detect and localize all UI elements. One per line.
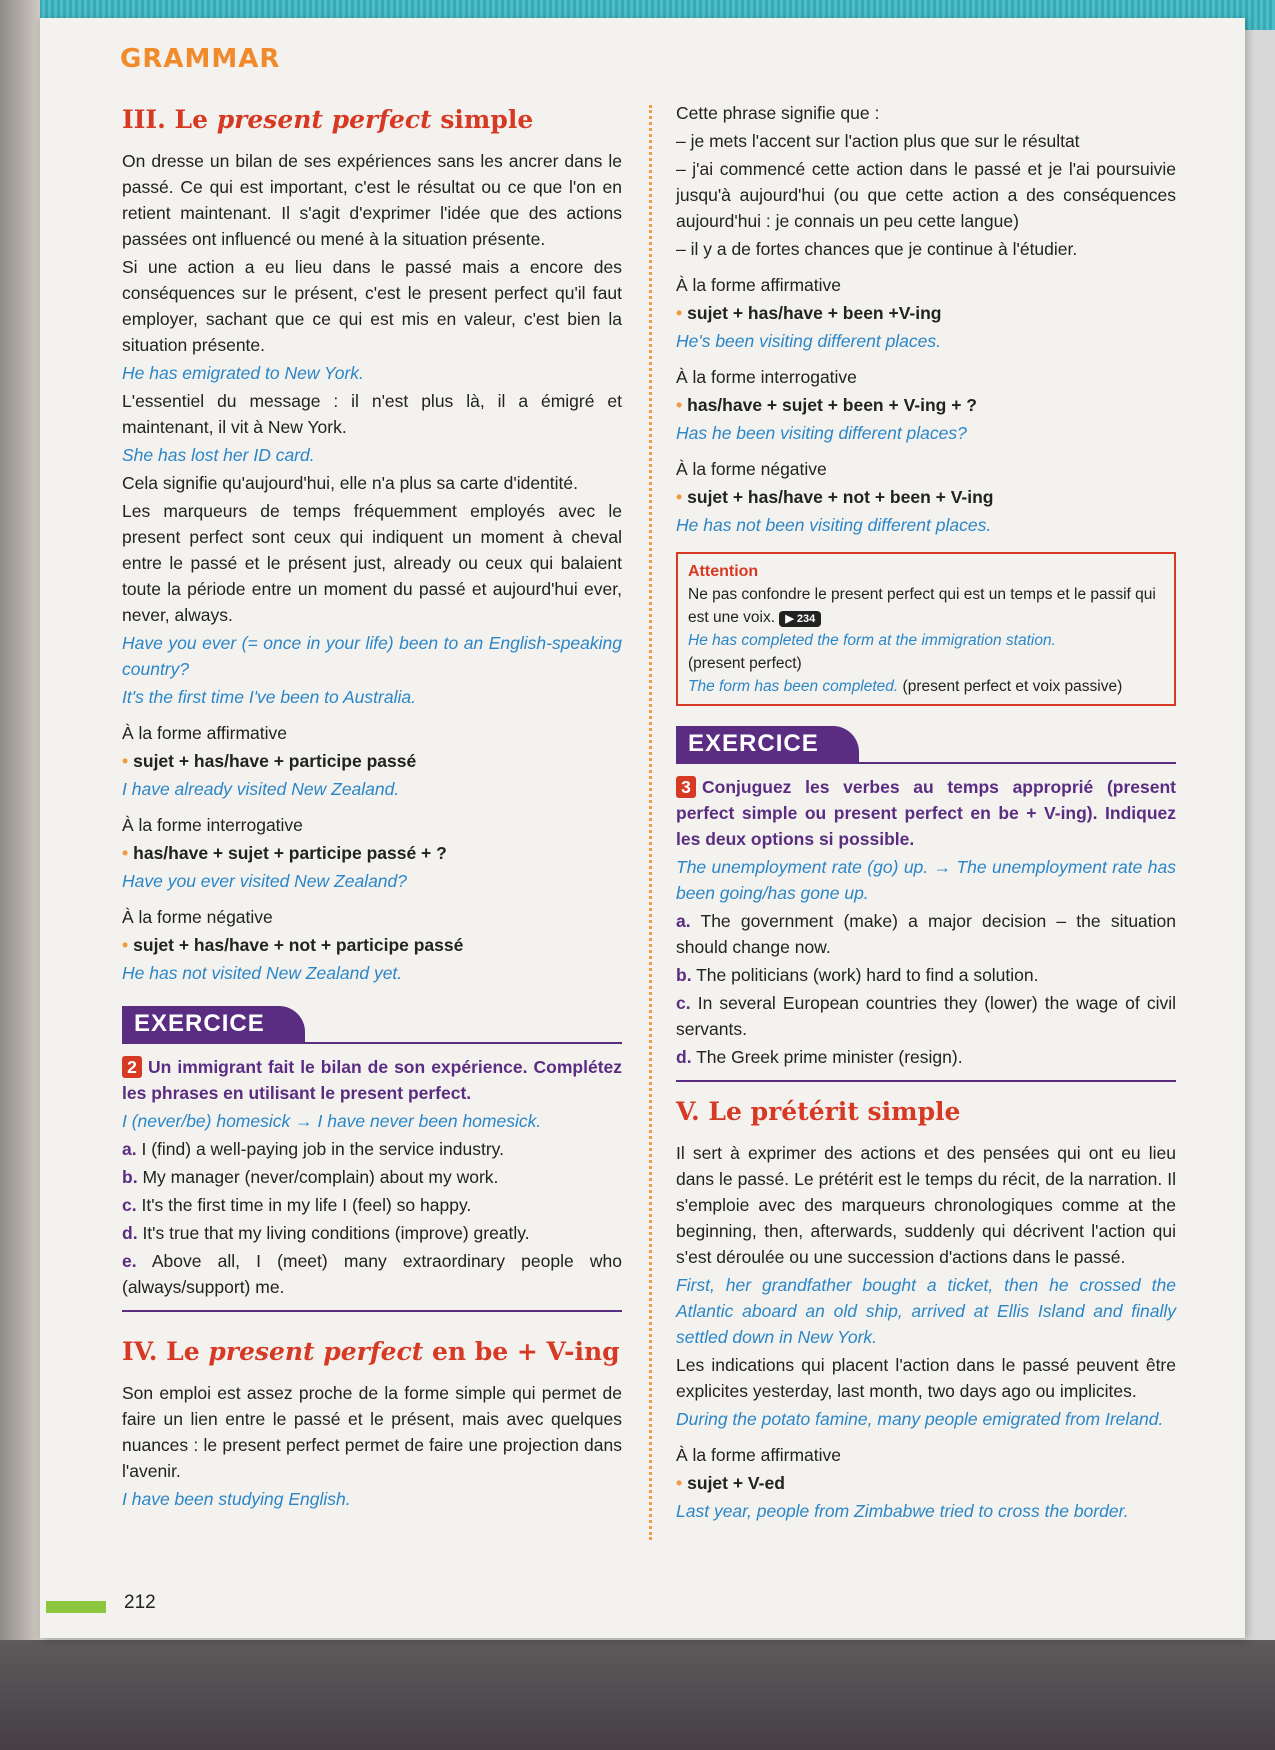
form-label: À la forme interrogative — [676, 367, 857, 387]
explanation: Cela signifie qu'aujourd'hui, elle n'a plus sa carte d'identité. — [122, 473, 579, 493]
section-title-v: V. Le prétérit simple — [676, 1097, 961, 1126]
bullet-icon: • — [676, 1473, 683, 1493]
book-binding — [0, 0, 40, 1640]
exercise-item: c. It's the first time in my life I (feel) so happy. — [122, 1195, 472, 1215]
example-sentence: Has he been visiting different places? — [676, 423, 967, 443]
exercise-item: c. In several European countries they (lower) the wage of civil servants. — [676, 993, 1176, 1039]
intro-paragraph-2: Si une action a eu lieu dans le passé mais a encore des conséquences sur le présent, c'est le present perfect qu'il faut employer, sachant que ce qui est mis en valeur, c'est bien la situation présente. — [122, 257, 622, 355]
formula: • sujet + has/have + not + participe passé — [122, 935, 464, 955]
section-paragraph: Les indications qui placent l'action dans le passé peuvent être explicites yesterday, last month, two days ago ou implicites. — [676, 1355, 1176, 1401]
form-label: À la forme affirmative — [676, 1445, 842, 1465]
background-surface — [0, 1640, 1275, 1750]
right-column — [676, 100, 1176, 1526]
form-label: À la forme interrogative — [122, 815, 303, 835]
exercise-example: I (never/be) homesick → I have never been homesick. — [122, 1111, 542, 1131]
section-title-iv: IV. Le present perfect en be + V-ing — [122, 1337, 620, 1366]
page-reference-badge[interactable]: ▶ 234 — [779, 611, 821, 627]
attention-example-line: The form has been completed. (present perfect et voix passive) — [688, 678, 1123, 695]
attention-example: He has completed the form at the immigration station. — [688, 632, 1056, 649]
exercise-example: The unemployment rate (go) up. → The unemployment rate has been going/has gone up. — [676, 857, 1176, 903]
example-sentence: She has lost her ID card. — [122, 445, 315, 465]
exercise-item: d. The Greek prime minister (resign). — [676, 1047, 963, 1067]
attention-title: Attention — [688, 563, 759, 580]
attention-note: (present perfect) — [688, 655, 802, 672]
exercise-end-rule — [122, 1310, 622, 1312]
formula: • has/have + sujet + participe passé + ? — [122, 843, 447, 863]
bullet-icon: • — [122, 843, 129, 863]
meaning-intro: Cette phrase signifie que : — [676, 103, 880, 123]
formula: • sujet + has/have + been +V-ing — [676, 303, 942, 323]
example-sentence: He has emigrated to New York. — [122, 363, 364, 383]
example-sentence: I have already visited New Zealand. — [122, 779, 400, 799]
formula: • sujet + V-ed — [676, 1473, 785, 1493]
exercise-item: a. I (find) a well-paying job in the service industry. — [122, 1139, 504, 1159]
page-number-bar — [46, 1601, 106, 1613]
bullet-icon: • — [122, 751, 129, 771]
page-number: 212 — [124, 1592, 156, 1613]
attention-box — [676, 552, 1176, 706]
form-label: À la forme affirmative — [122, 723, 288, 743]
exercise-item: b. The politicians (work) hard to find a solution. — [676, 965, 1039, 985]
section-paragraph: Son emploi est assez proche de la forme simple qui permet de faire un lien entre le passé et le présent, mais avec quelques nuances : le present perfect permet de faire une projection dans l'avenir. — [122, 1383, 622, 1481]
exercise-instruction: 2 Un immigrant fait le bilan de son expérience. Complétez les phrases en utilisant le present perfect. — [122, 1057, 622, 1103]
formula: • has/have + sujet + been + V-ing + ? — [676, 395, 977, 415]
exercise-number: 2 — [122, 1056, 142, 1078]
formula: • sujet + has/have + participe passé — [122, 751, 417, 771]
bullet-icon: • — [676, 303, 683, 323]
example-sentence: First, her grandfather bought a ticket, then he crossed the Atlantic aboard an old ship, arrived at Ellis Island and finally settled down in New York. — [676, 1275, 1176, 1347]
exercise-item: e. Above all, I (meet) many extraordinary people who (always/support) me. — [122, 1251, 622, 1297]
example-sentence: It's the first time I've been to Australia. — [122, 687, 416, 707]
column-divider — [649, 105, 652, 1540]
example-sentence: He has not visited New Zealand yet. — [122, 963, 403, 983]
example-sentence: Have you ever (= once in your life) been to an English-speaking country? — [122, 633, 622, 679]
explanation: L'essentiel du message : il n'est plus là, il a émigré et maintenant, il vit à New York. — [122, 391, 622, 437]
exercise-number: 3 — [676, 776, 696, 798]
exercise-end-rule — [676, 1080, 1176, 1082]
form-label: À la forme négative — [676, 459, 827, 479]
exercise-item: b. My manager (never/complain) about my work. — [122, 1167, 499, 1187]
example-sentence: He's been visiting different places. — [676, 331, 942, 351]
intro-paragraph: On dresse un bilan de ses expériences sans les ancrer dans le passé. Ce qui est important, c'est le résultat ou ce que l'on en retient maintenant. Il s'agit d'exprimer l'idée que des actions passées ont influencé ou mené à la situation présente. — [122, 151, 622, 249]
markers-paragraph: Les marqueurs de temps fréquemment employés avec le present perfect sont ceux qui indiquent un moment à cheval entre le passé et le présent just, already ou ceux qui balaient toute la période entre un moment du passé et aujourd'hui ever, never, always. — [122, 501, 622, 625]
meaning-point: – il y a de fortes chances que je continue à l'étudier. — [676, 239, 1078, 259]
exercise-banner: EXERCICE — [676, 726, 1176, 764]
meaning-point: – je mets l'accent sur l'action plus que sur le résultat — [676, 131, 1080, 151]
formula: • sujet + has/have + not + been + V-ing — [676, 487, 994, 507]
exercise-instruction: 3 Conjuguez les verbes au temps approprié (present perfect simple ou present perfect en be + V-ing). Indiquez les deux options si possible. — [676, 777, 1176, 849]
exercise-item: d. It's true that my living conditions (improve) greatly. — [122, 1223, 530, 1243]
attention-text: Ne pas confondre le present perfect qui est un temps et le passif qui est une voix. ▶ 234 — [688, 586, 1156, 626]
form-label: À la forme affirmative — [676, 275, 842, 295]
exercise-banner: EXERCICE — [122, 1006, 622, 1044]
example-sentence: I have been studying English. — [122, 1489, 351, 1509]
example-sentence: Last year, people from Zimbabwe tried to cross the border. — [676, 1501, 1129, 1521]
left-column — [122, 100, 622, 1514]
section-paragraph: Il sert à exprimer des actions et des pensées qui ont eu lieu dans le passé. Le prétérit est le temps du récit, de la narration. Il s'emploie avec des marqueurs chronologiques comme at the beginning, then, afterwards, suddenly qui décrivent l'action qui s'est déroulée ou une succession d'actions dans le passé. — [676, 1143, 1176, 1267]
section-title-iii: III. Le present perfect simple — [122, 105, 534, 134]
example-sentence: During the potato famine, many people emigrated from Ireland. — [676, 1409, 1164, 1429]
section-tag: GRAMMAR — [120, 44, 281, 74]
example-sentence: He has not been visiting different places. — [676, 515, 992, 535]
bullet-icon: • — [676, 487, 683, 507]
meaning-point: – j'ai commencé cette action dans le passé et je l'ai poursuivie jusqu'à aujourd'hui (ou que cette action a des conséquences aujourd'hui : je connais un peu cette langue) — [676, 159, 1176, 231]
form-label: À la forme négative — [122, 907, 273, 927]
exercise-item: a. The government (make) a major decision – the situation should change now. — [676, 911, 1177, 957]
bullet-icon: • — [676, 395, 683, 415]
bullet-icon: • — [122, 935, 129, 955]
example-sentence: Have you ever visited New Zealand? — [122, 871, 408, 891]
